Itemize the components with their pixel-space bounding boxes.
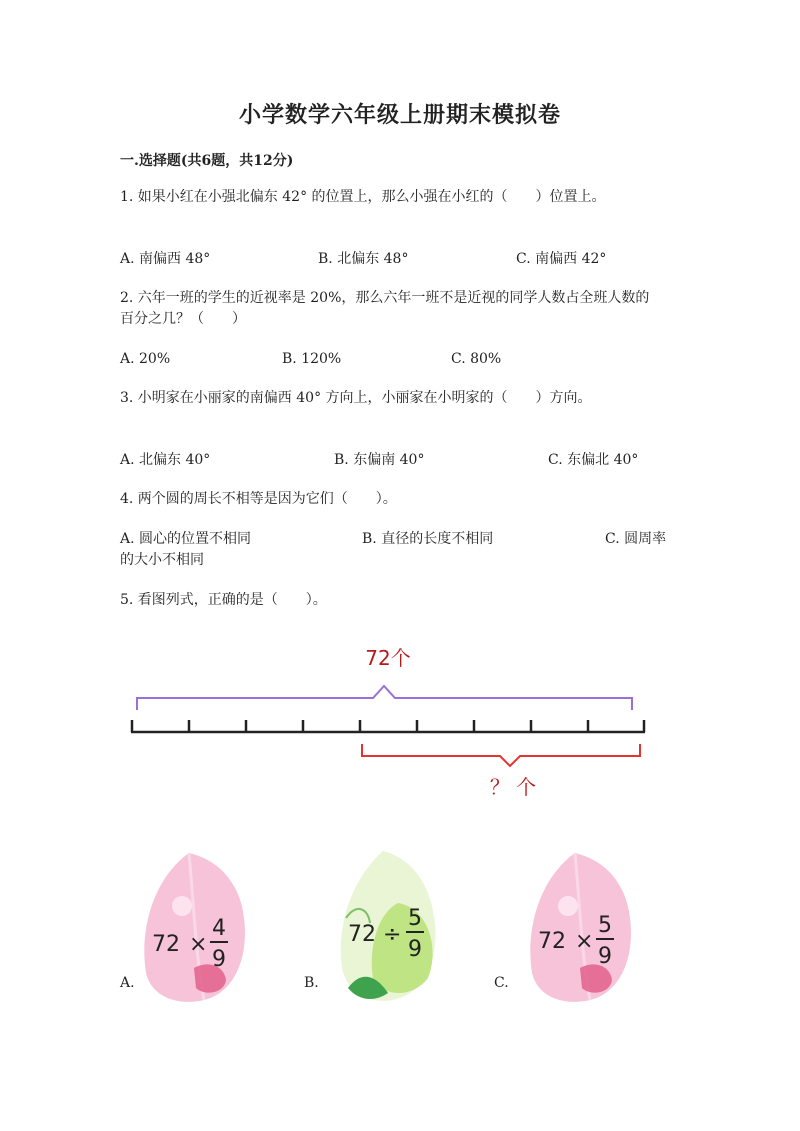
numerator: 5: [598, 913, 612, 938]
total-brace: [137, 686, 632, 710]
question-4-option-a[interactable]: A. 圆心的位置不相同: [120, 531, 252, 547]
total-label: 72个: [365, 646, 411, 670]
question-2-option-a[interactable]: A. 20%: [120, 351, 171, 367]
question-1-stem: 1. 如果小红在小强北偏东 42° 的位置上，那么小强在小红的（ ）位置上。: [120, 189, 606, 205]
denominator: 9: [598, 944, 612, 969]
question-4-stem: 4. 两个圆的周长不相等是因为它们（ ）。: [120, 491, 397, 507]
operator: ×: [189, 932, 208, 957]
question-1-option-c[interactable]: C. 南偏西 42°: [516, 251, 607, 267]
question-4-option-b[interactable]: B. 直径的长度不相同: [362, 531, 494, 547]
question-5-option-a-label[interactable]: A.: [120, 975, 135, 991]
whole-number: 72: [348, 922, 376, 947]
question-3-option-a[interactable]: A. 北偏东 40°: [120, 452, 211, 468]
leaf-card-b[interactable]: [328, 848, 448, 1008]
whole-number: 72: [152, 932, 180, 957]
question-1-option-b[interactable]: B. 北偏东 48°: [318, 251, 409, 267]
question-2-option-b[interactable]: B. 120%: [282, 351, 342, 367]
question-5-option-b-label[interactable]: B.: [304, 975, 319, 991]
page-title: 小学数学六年级上册期末模拟卷: [238, 102, 561, 128]
operator: ×: [575, 929, 594, 954]
question-2-stem: 2. 六年一班的学生的近视率是 20%，那么六年一班不是近视的同学人数占全班人数的百分之几？（ ）: [120, 290, 650, 327]
question-3-option-b[interactable]: B. 东偏南 40°: [334, 452, 425, 468]
question-2-option-c[interactable]: C. 80%: [451, 351, 502, 367]
denominator: 9: [212, 947, 226, 972]
operator: ÷: [383, 922, 402, 947]
question-3-stem: 3. 小明家在小丽家的南偏西 40° 方向上，小丽家在小明家的（ ）方向。: [120, 390, 592, 406]
whole-number: 72: [538, 929, 566, 954]
denominator: 9: [408, 937, 422, 962]
part-label: ？ 个: [489, 775, 537, 799]
leaf-card-c[interactable]: [520, 848, 640, 1008]
question-4-option-c[interactable]: C. 圆周率的大小不相同: [120, 531, 667, 568]
question-1-option-a[interactable]: A. 南偏西 48°: [120, 251, 211, 267]
numerator: 4: [212, 916, 226, 941]
leaf-card-a[interactable]: [134, 848, 254, 1008]
question-5-option-c-label[interactable]: C.: [494, 975, 509, 991]
segment-diagram: [0, 640, 800, 800]
part-brace: [362, 744, 640, 766]
tick-marks: [132, 720, 644, 732]
section-heading: 一.选择题(共6题，共12分): [120, 153, 294, 169]
question-3-option-c[interactable]: C. 东偏北 40°: [548, 452, 639, 468]
numerator: 5: [408, 906, 422, 931]
question-5-stem: 5. 看图列式，正确的是（ ）。: [120, 592, 327, 608]
